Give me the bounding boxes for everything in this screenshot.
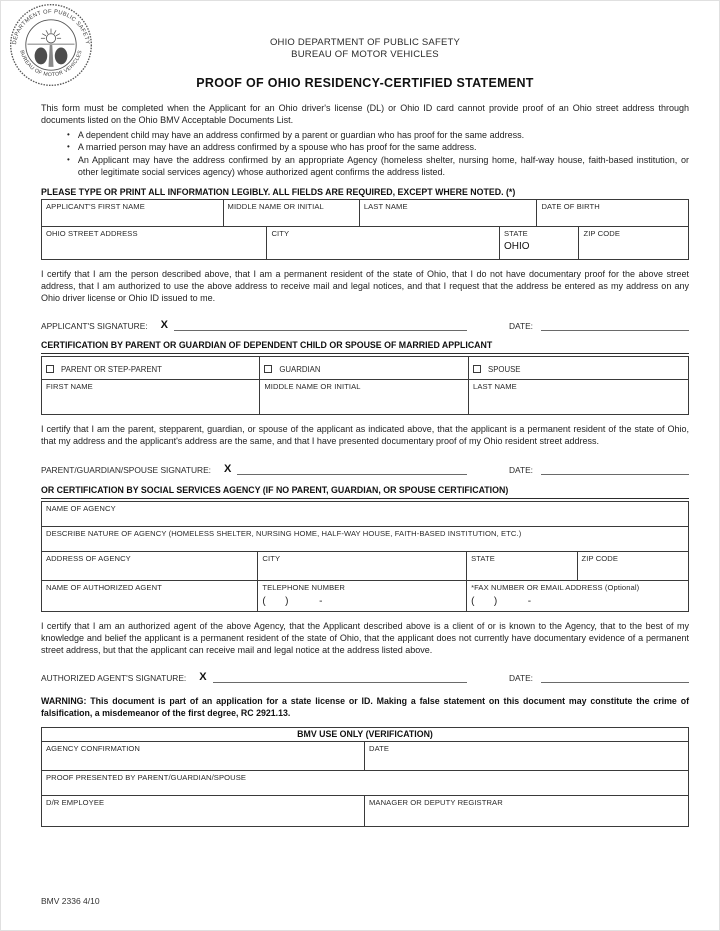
checkbox-guardian[interactable] — [264, 365, 272, 373]
field-authorized-agent-name[interactable] — [42, 581, 258, 611]
field-label: PROOF PRESENTED BY PARENT/GUARDIAN/SPOUSE — [46, 773, 247, 783]
applicant-signature-label: APPLICANT'S SIGNATURE: — [41, 321, 148, 332]
field-agency-zip[interactable] — [578, 552, 688, 580]
field-applicant-middle-name[interactable] — [224, 200, 360, 226]
agency-name-line2: BUREAU OF MOTOR VEHICLES — [291, 49, 439, 60]
field-telephone-number[interactable] — [258, 581, 467, 611]
field-label: DATE — [369, 744, 390, 754]
field-city[interactable] — [267, 227, 500, 259]
parent-signature-row — [41, 464, 689, 475]
checkbox-spouse[interactable] — [473, 365, 481, 373]
seal-top-text: DEPARTMENT OF PUBLIC SAFETY — [11, 9, 91, 46]
field-zip-code[interactable] — [579, 227, 688, 259]
parent-signature-line[interactable] — [237, 466, 467, 475]
agent-certification-text: I certify that I am an authorized agent of the above Agency, that the Applicant described above is a client of or is known to the Agency, that to the best of my knowledge and belief the applicant is a permanent resident of the state of Ohio, that the applicant does not currently have documentary evidence of a permanent street address, but that the applicant can receive mail and legal notice at the address listed above. — [41, 620, 689, 655]
bmv-heading-text: BMV USE ONLY (VERIFICATION) — [297, 729, 433, 740]
form-number: BMV 2336 4/10 — [41, 896, 100, 906]
bullet-text: A married person may have an address confirmed by a spouse who has proof for the same address. — [77, 142, 477, 153]
seal-bottom-text: BUREAU OF MOTOR VEHICLES — [18, 49, 84, 79]
field-label: LAST NAME — [473, 382, 517, 392]
parent-section-heading: CERTIFICATION BY PARENT OR GUARDIAN OF DEPENDENT CHILD OR SPOUSE OF MARRIED APPLICANT — [41, 340, 689, 354]
field-date-of-birth[interactable] — [537, 200, 688, 226]
option-guardian — [260, 357, 469, 379]
field-label: AGENCY CONFIRMATION — [46, 744, 141, 754]
intro-bullet-list — [41, 129, 689, 179]
applicant-signature-line[interactable] — [174, 322, 467, 331]
agent-date-line[interactable] — [541, 674, 689, 683]
option-parent-or-step-parent — [42, 357, 260, 379]
field-label: DATE OF BIRTH — [541, 201, 600, 211]
agency-info-table — [41, 501, 689, 612]
bullet-item — [67, 129, 689, 142]
agency-name-line1: OHIO DEPARTMENT OF PUBLIC SAFETY — [269, 37, 461, 48]
option-spouse — [469, 357, 688, 379]
agent-signature-row — [41, 672, 689, 683]
agency-section-heading: OR CERTIFICATION BY SOCIAL SERVICES AGENCY (IF NO PARENT, GUARDIAN, OR SPOUSE CERTIFICATION) — [41, 485, 689, 499]
field-label: STATE — [471, 553, 495, 563]
field-label: D/R EMPLOYEE — [46, 798, 105, 808]
field-applicant-first-name[interactable] — [42, 200, 224, 226]
field-agency-state[interactable] — [467, 552, 577, 580]
date-label: DATE: — [508, 321, 533, 332]
applicant-info-table — [41, 199, 689, 260]
field-parent-middle-name[interactable] — [260, 380, 469, 414]
bullet-item — [67, 141, 689, 154]
bullet-text: A dependent child may have an address confirmed by a parent or guardian who has proof for the same address. — [77, 129, 525, 140]
field-label: *FAX NUMBER OR EMAIL ADDRESS (Optional) — [471, 582, 640, 592]
field-label: NAME OF AUTHORIZED AGENT — [46, 582, 162, 592]
field-state — [500, 227, 579, 259]
field-parent-first-name[interactable] — [42, 380, 260, 414]
bullet-icon: • — [67, 142, 70, 152]
field-label: DESCRIBE NATURE OF AGENCY (HOMELESS SHELTER, NURSING HOME, HALF-WAY HOUSE, FAITH-BASED INSTITUTION, ETC.) — [46, 528, 522, 538]
date-label: DATE: — [508, 464, 533, 475]
phone-number-mask: ( ) - — [262, 595, 323, 607]
field-fax-or-email[interactable] — [467, 581, 688, 611]
applicant-certification-text: I certify that I am the person described above, that I am a permanent resident of the state of Ohio, that I do not have documentary proof for the above street address, that I am authorized to use the above address to receive mail and legal notices, and that I request that the address be entered as my address on any Ohio driver license or Ohio ID issued to me. — [41, 268, 689, 303]
date-label: DATE: — [508, 673, 533, 684]
field-bmv-date[interactable] — [365, 742, 688, 770]
field-agency-address[interactable] — [42, 552, 258, 580]
checkbox-label: SPOUSE — [488, 365, 521, 375]
field-label: STATE — [504, 228, 528, 238]
intro-paragraph: This form must be completed when the Applicant for an Ohio driver's license (DL) or Ohio ID card cannot provide proof of an Ohio street address through documents listed on the Ohio BMV Acceptable Documents List. — [41, 103, 689, 125]
field-proof-presented[interactable] — [42, 771, 688, 795]
instruction-line: PLEASE TYPE OR PRINT ALL INFORMATION LEGIBLY. ALL FIELDS ARE REQUIRED, EXCEPT WHERE NOTED. (*) — [41, 186, 516, 197]
parent-certification-text: I certify that I am the parent, stepparent, guardian, or spouse of the applicant as indicated above, that the applicant is a permanent resident of the state of Ohio, that my address and the applicant's address are the same, and that I have presented documentary proof of my Ohio resident street address. — [41, 424, 689, 447]
fax-number-mask: ( ) - — [471, 595, 532, 607]
field-label: OHIO STREET ADDRESS — [46, 228, 138, 238]
field-label: ADDRESS OF AGENCY — [46, 553, 131, 563]
field-label: NAME OF AGENCY — [46, 503, 116, 513]
field-label: TELEPHONE NUMBER — [262, 582, 346, 592]
field-name-of-agency[interactable] — [42, 502, 688, 526]
field-label: FIRST NAME — [46, 382, 93, 392]
field-label: CITY — [262, 553, 281, 563]
field-label: APPLICANT'S FIRST NAME — [46, 201, 145, 211]
bmv-use-only-heading — [42, 728, 688, 741]
field-label: ZIP CODE — [583, 228, 620, 238]
warning-text: WARNING: This document is part of an application for a state license or ID. Making a false statement on this document may constitute the crime of falsification, a misdemeanor of the first degree, RC 2921.13. — [41, 696, 689, 718]
bullet-item — [67, 154, 689, 179]
checkbox-label: GUARDIAN — [279, 365, 321, 375]
bmv-use-only-table — [41, 727, 689, 827]
checkbox-parent-or-step-parent[interactable] — [46, 365, 54, 373]
field-label: LAST NAME — [363, 201, 408, 211]
field-parent-last-name[interactable] — [469, 380, 688, 414]
field-label: ZIP CODE — [581, 553, 619, 563]
form-title: PROOF OF OHIO RESIDENCY-CERTIFIED STATEMENT — [196, 76, 534, 90]
field-agency-city[interactable] — [258, 552, 467, 580]
agent-signature-label: AUTHORIZED AGENT'S SIGNATURE: — [41, 673, 187, 684]
bullet-text: An Applicant may have the address confirmed by an appropriate Agency (homeless shelter, nursing home, half-way house, faith-based institution, or other legitimate social services agency) whose authorized agent confirms the address listed. — [77, 154, 689, 178]
field-dr-employee[interactable] — [42, 796, 365, 826]
field-nature-of-agency[interactable] — [42, 527, 688, 551]
applicant-date-line[interactable] — [541, 322, 689, 331]
applicant-signature-row — [41, 320, 689, 331]
parent-signature-label: PARENT/GUARDIAN/SPOUSE SIGNATURE: — [41, 464, 212, 475]
field-label: CITY — [271, 228, 290, 238]
bullet-icon: • — [67, 154, 70, 164]
field-applicant-last-name[interactable] — [360, 200, 538, 226]
checkbox-label: PARENT OR STEP-PARENT — [61, 365, 162, 375]
bullet-icon: • — [67, 129, 70, 139]
field-agency-confirmation[interactable] — [42, 742, 365, 770]
parent-date-line[interactable] — [541, 466, 689, 475]
field-label: MIDDLE NAME OR INITIAL — [264, 382, 361, 392]
signature-x-mark: X — [224, 462, 232, 475]
field-label: MANAGER OR DEPUTY REGISTRAR — [369, 798, 503, 808]
field-label: MIDDLE NAME OR INITIAL — [227, 201, 324, 211]
field-ohio-street-address[interactable] — [42, 227, 267, 259]
parent-info-table — [41, 356, 689, 415]
state-value: OHIO — [504, 240, 530, 252]
field-manager-or-deputy-registrar[interactable] — [365, 796, 688, 826]
signature-x-mark: X — [160, 319, 168, 332]
agent-signature-line[interactable] — [213, 674, 467, 683]
signature-x-mark: X — [199, 671, 207, 684]
